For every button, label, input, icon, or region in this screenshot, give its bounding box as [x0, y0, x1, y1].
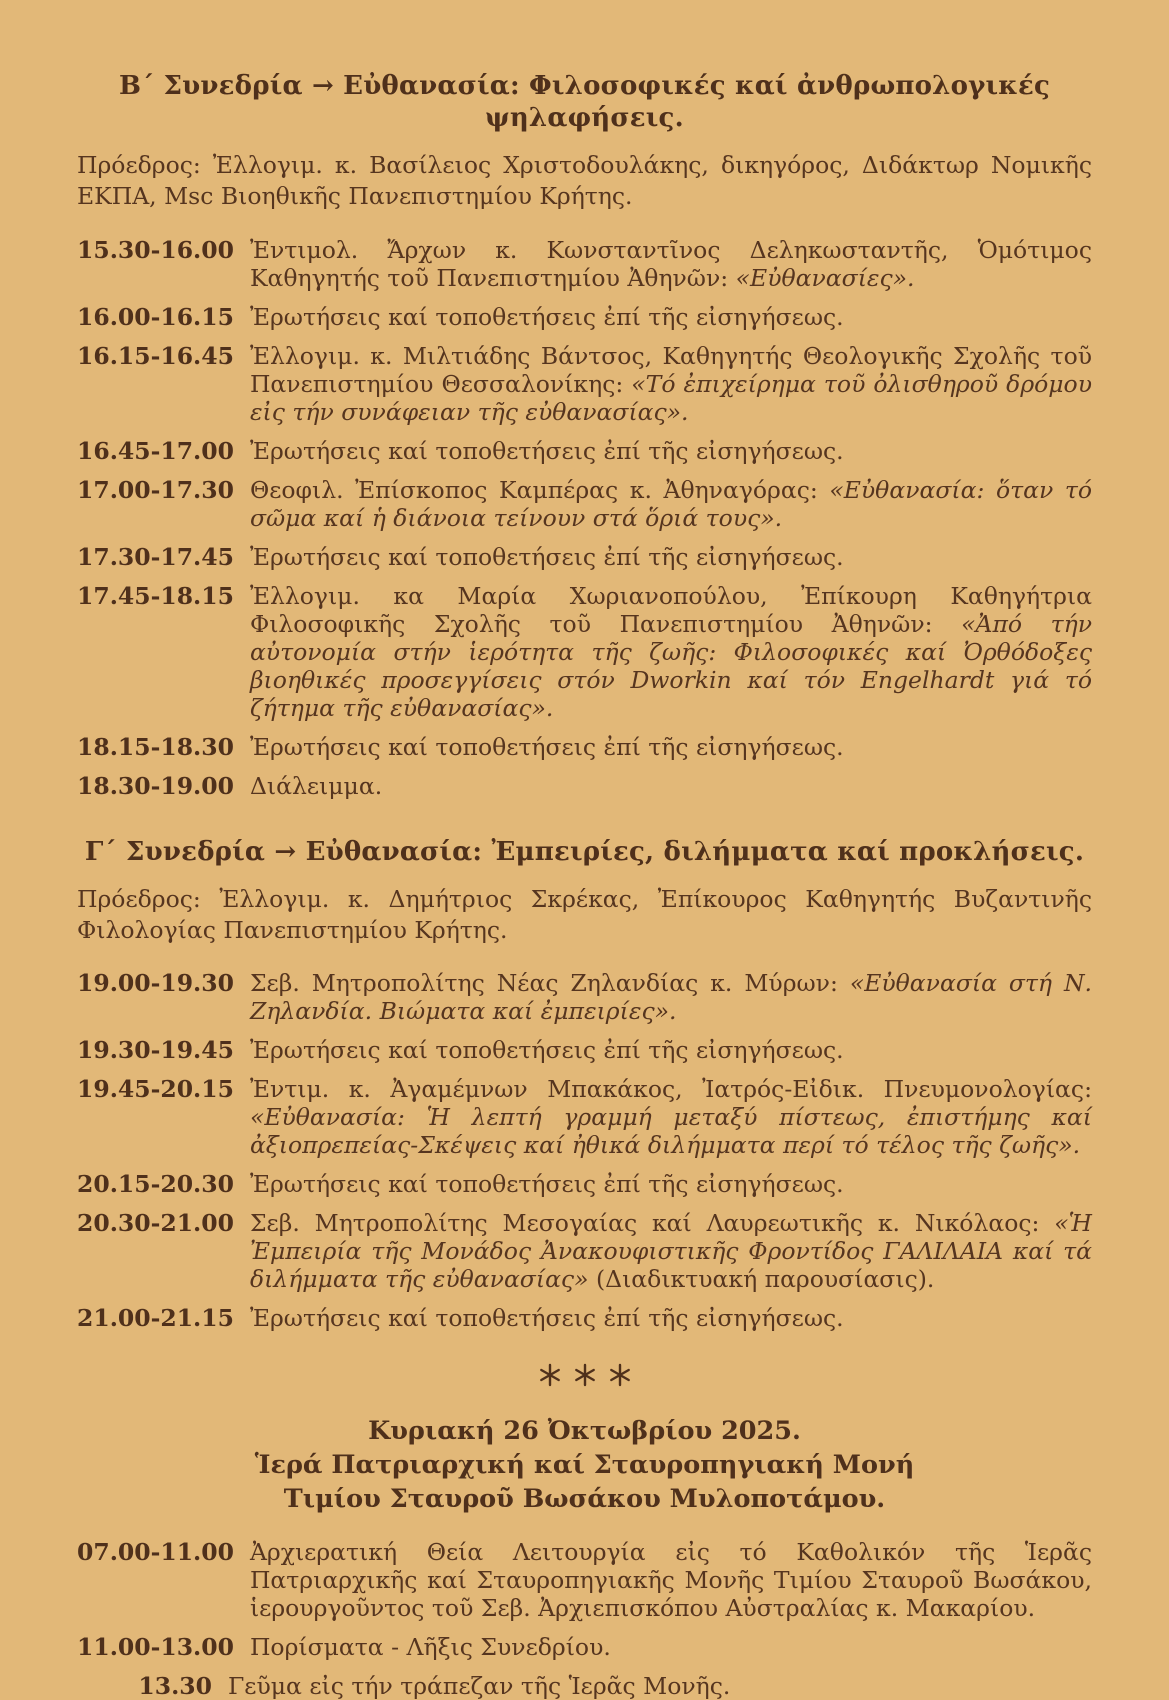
description-text-post: (Διαδικτυακή παρουσίασις). [588, 1265, 935, 1293]
schedule-row [77, 1075, 1092, 1159]
schedule-time: 16.15-16.45 [77, 341, 234, 370]
sunday-heading [77, 1414, 1092, 1516]
schedule-time: 17.45-18.15 [77, 581, 234, 610]
session-c-title: Γ´ Συνεδρία → Εὐθανασία: Ἐμπειρίες, διλήμματα καί προκλήσεις. [84, 836, 1085, 867]
schedule-description [228, 1672, 1092, 1700]
description-text: Ἐρωτήσεις καί τοποθετήσεις ἐπί τῆς εἰσηγήσεως. [249, 732, 844, 761]
schedule-row [77, 1304, 1092, 1332]
schedule-description [250, 303, 1092, 331]
description-text: Ἐρωτήσεις καί τοποθετήσεις ἐπί τῆς εἰσηγήσεως. [249, 436, 844, 465]
schedule-time: 16.45-17.00 [77, 436, 234, 465]
description-text: Ἀρχιερατική Θεία Λειτουργία εἰς τό Καθολικόν τῆς Ἱερᾶς Πατριαρχικῆς καί Σταυροπηγιακῆς Μονῆς Τιμίου Σταυροῦ Βωσάκου, ἱερουργοῦντος τοῦ Σεβ. Ἀρχιεπισκόπου Αὐστραλίας κ. Μακαρίου. [249, 1538, 1092, 1622]
schedule-time: 19.30-19.45 [77, 1036, 234, 1064]
three-stars-icon [530, 1360, 640, 1390]
schedule-description [250, 437, 1092, 465]
schedule-row [77, 772, 1092, 800]
sunday-venue-line1: Ἱερά Πατριαρχική καί Σταυροπηγιακή Μονή [254, 1450, 915, 1480]
talk-title: «Ἡ Ἐμπειρία τῆς Μονάδος Ἀνακουφιστικῆς Φροντίδος ΓΑΛΙΛΑΙΑ καί τά διλήμματα τῆς εὐθανασίας» [249, 1209, 1092, 1293]
schedule-row [77, 543, 1092, 571]
schedule-description [250, 1633, 1092, 1661]
schedule-description [250, 342, 1092, 426]
schedule-time: 16.00-16.15 [77, 302, 234, 331]
schedule-description [250, 582, 1092, 722]
talk-title: «Τό ἐπιχείρημα τοῦ ὀλισθηροῦ δρόμου εἰς τήν συνάφειαν τῆς εὐθανασίας». [249, 369, 1092, 426]
schedule-time: 19.45-20.15 [77, 1075, 234, 1103]
description-text: Διάλειμμα. [249, 771, 383, 800]
session-b-title: Β´ Συνεδρία → Εὐθανασία: Φιλοσοφικές καί ἀνθρωπολογικές ψηλαφήσεις. [118, 71, 1051, 133]
schedule-time: 20.15-20.30 [77, 1170, 234, 1198]
stars-separator [77, 1360, 1092, 1390]
schedule-row [77, 1209, 1092, 1293]
description-text: Ἐντιμολ. Ἄρχων κ. Κωνσταντῖνος Δεληκωσταντῆς, Ὁμότιμος Καθηγητής τοῦ Πανεπιστημίου Ἀθηνῶν: [249, 235, 1092, 292]
schedule-row [77, 1672, 1092, 1700]
session-c-chairman: Πρόεδρος: Ἐλλογιμ. κ. Δημήτριος Σκρέκας, Ἐπίκουρος Καθηγητής Βυζαντινῆς Φιλολογίας Πανεπιστημίου Κρήτης. [77, 884, 1092, 944]
description-text: Ἐρωτήσεις καί τοποθετήσεις ἐπί τῆς εἰσηγήσεως. [249, 542, 844, 571]
schedule-time: 17.00-17.30 [77, 475, 234, 504]
sunday-date: Κυριακή 26 Ὀκτωβρίου 2025. [368, 1416, 801, 1446]
description-text: Ἐντιμ. κ. Ἀγαμέμνων Μπακάκος, Ἰατρός-Εἰδικ. Πνευμονολογίας: [249, 1075, 1092, 1103]
schedule-time: 13.30 [138, 1672, 212, 1700]
schedule-row [77, 1036, 1092, 1064]
talk-title: «Εὐθανασία: Ἡ λεπτή γραμμή μεταξύ πίστεως, ἐπιστήμης καί ἀξιοπρεπείας-Σκέψεις καί ἠθικά διλήμματα περί τό τέλος τῆς ζωῆς». [249, 1103, 1092, 1159]
schedule-description [250, 1538, 1092, 1622]
talk-title: «Εὐθανασία: ὅταν τό σῶμα καί ἡ διάνοια τείνουν στά ὅριά τους». [249, 475, 1092, 532]
schedule-description [250, 969, 1092, 1025]
schedule-time: 18.15-18.30 [77, 732, 234, 761]
talk-title: «Ἀπό τήν αὐτονομία στήν ἱερότητα τῆς ζωῆς: Φιλοσοφικές καί Ὀρθόδοξες βιοηθικές προσεγγίσεις στόν Dworkin καί τόν Engelhardt γιά τό ζήτημα τῆς εὐθανασίας». [249, 609, 1092, 722]
description-text: Θεοφιλ. Ἐπίσκοπος Καμπέρας κ. Ἀθηναγόρας: [249, 475, 830, 504]
schedule-row [77, 342, 1092, 426]
schedule-description [250, 476, 1092, 532]
schedule-time: 11.00-13.00 [77, 1633, 234, 1661]
talk-title: «Εὐθανασία στή Ν. Ζηλανδία. Βιώματα καί ἐμπειρίες». [249, 969, 1092, 1025]
description-text: Ἐρωτήσεις καί τοποθετήσεις ἐπί τῆς εἰσηγήσεως. [249, 1304, 844, 1332]
schedule-time: 20.30-21.00 [77, 1209, 234, 1237]
schedule-row [77, 1633, 1092, 1661]
description-text: Ἐρωτήσεις καί τοποθετήσεις ἐπί τῆς εἰσηγήσεως. [249, 1170, 844, 1198]
schedule-description [250, 1036, 1092, 1064]
schedule-description [250, 1170, 1092, 1198]
schedule-row [77, 1538, 1092, 1622]
description-text: Ἐρωτήσεις καί τοποθετήσεις ἐπί τῆς εἰσηγήσεως. [249, 1036, 844, 1064]
schedule-time: 17.30-17.45 [77, 542, 234, 571]
schedule-description [250, 733, 1092, 761]
schedule-time: 18.30-19.00 [77, 771, 234, 800]
session-c-schedule [77, 969, 1092, 1332]
schedule-time: 19.00-19.30 [77, 969, 234, 997]
sunday-venue-line2: Τιμίου Σταυροῦ Βωσάκου Μυλοποτάμου. [283, 1484, 886, 1514]
schedule-row [77, 437, 1092, 465]
description-text: Σεβ. Μητροπολίτης Μεσογαίας καί Λαυρεωτικῆς κ. Νικόλαος: [249, 1209, 1055, 1237]
schedule-row [77, 733, 1092, 761]
schedule-description [250, 543, 1092, 571]
schedule-description [250, 772, 1092, 800]
description-text: Ἐλλογιμ. κ. Μιλτιάδης Βάντσος, Καθηγητής Θεολογικῆς Σχολῆς τοῦ Πανεπιστημίου Θεσσαλονίκης: [249, 341, 1092, 398]
description-text: Γεῦμα εἰς τήν τράπεζαν τῆς Ἱερᾶς Μονῆς. [228, 1672, 731, 1700]
schedule-time: 21.00-21.15 [77, 1304, 234, 1332]
schedule-time: 15.30-16.00 [77, 235, 234, 264]
schedule-description [250, 1304, 1092, 1332]
session-b-chairman: Πρόεδρος: Ἐλλογιμ. κ. Βασίλειος Χριστοδουλάκης, δικηγόρος, Διδάκτωρ Νομικῆς ΕΚΠΑ, Msc Βιοηθικῆς Πανεπιστημίου Κρήτης. [77, 151, 1092, 210]
description-text: Σεβ. Μητροπολίτης Νέας Ζηλανδίας κ. Μύρων: [249, 969, 850, 997]
schedule-description [250, 1209, 1092, 1293]
schedule-description [250, 236, 1092, 292]
schedule-description [250, 1075, 1092, 1159]
session-b-schedule [77, 236, 1092, 800]
schedule-row [77, 476, 1092, 532]
description-text: Ἐρωτήσεις καί τοποθετήσεις ἐπί τῆς εἰσηγήσεως. [249, 302, 844, 331]
schedule-row [77, 582, 1092, 722]
description-text: Πορίσματα - Λῆξις Συνεδρίου. [249, 1633, 611, 1661]
sunday-schedule [77, 1538, 1092, 1700]
schedule-row [77, 1170, 1092, 1198]
schedule-row [77, 969, 1092, 1025]
schedule-row [77, 303, 1092, 331]
schedule-row [77, 236, 1092, 292]
schedule-time: 07.00-11.00 [77, 1538, 234, 1566]
description-text: Ἐλλογιμ. κα Μαρία Χωριανοπούλου, Ἐπίκουρη Καθηγήτρια Φιλοσοφικῆς Σχολῆς τοῦ Πανεπιστημίου Ἀθηνῶν: [249, 581, 1092, 638]
talk-title: «Εὐθανασίες». [735, 263, 915, 292]
